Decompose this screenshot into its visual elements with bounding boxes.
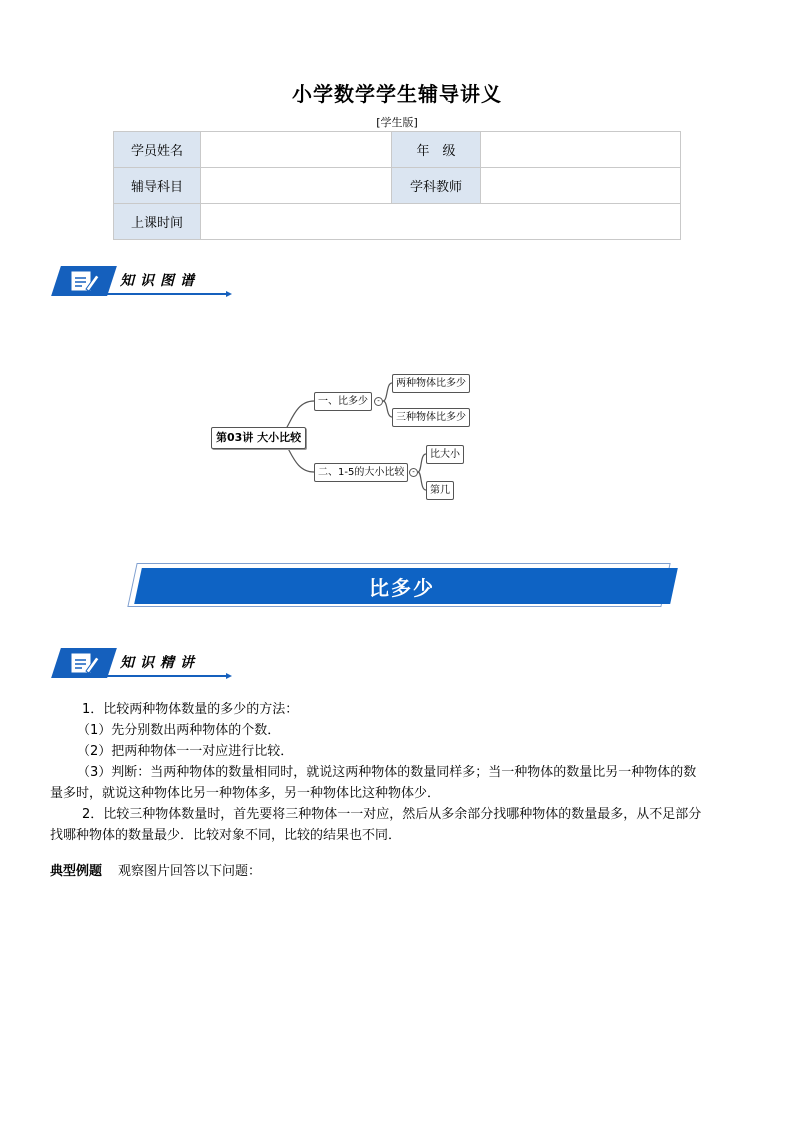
page-title: 小学数学学生辅导讲义 xyxy=(292,82,502,106)
mindmap-root[interactable]: 第03讲 大小比较 xyxy=(211,427,306,449)
mindmap-leaf-two-objects[interactable]: 两种物体比多少 xyxy=(392,374,470,393)
mindmap-branch-compare-more[interactable]: 一、比多少 xyxy=(314,392,372,411)
mindmap-leaf-ordinal[interactable]: 第几 xyxy=(426,481,454,500)
mindmap-leaf-three-objects[interactable]: 三种物体比多少 xyxy=(392,408,470,427)
section-underline-arrow xyxy=(226,673,232,679)
example-label: 典型例题 xyxy=(50,864,103,879)
paragraph-three-objects-line1: 2．比较三种物体数量时，首先要将三种物体一一对应，然后从多余部分找哪种物体的数量最多，从不足部分 xyxy=(82,807,702,822)
example-prompt: 观察图片回答以下问题： xyxy=(118,864,262,879)
page-subtitle: [学生版] xyxy=(376,116,418,129)
class-time-label: 上课时间 xyxy=(114,204,201,240)
section-label: 知识精讲 xyxy=(120,655,200,671)
paragraph-three-objects-line2: 找哪种物体的数量最少．比较对象不同，比较的结果也不同． xyxy=(50,828,402,843)
collapse-toggle-icon[interactable]: - xyxy=(409,468,418,477)
collapse-toggle-icon[interactable]: - xyxy=(374,397,383,406)
mindmap-branch-1-5-compare[interactable]: 二、1-5的大小比较 xyxy=(314,463,408,482)
subject-label: 辅导科目 xyxy=(114,168,201,204)
paragraph-step-3-line1: （3）判断：当两种物体的数量相同时，就说这两种物体的数量同样多；当一种物体的数量比另一种物体的数 xyxy=(77,765,697,780)
banner-title: 比多少 xyxy=(369,576,435,600)
notepad-pencil-icon xyxy=(68,651,102,675)
paragraph-method-title: 1．比较两种物体数量的多少的方法： xyxy=(82,702,299,717)
paragraph-step-3-line2: 量多时，就说这种物体比另一种物体多，另一种物体比这种物体少． xyxy=(50,786,441,801)
teacher-label: 学科教师 xyxy=(392,168,481,204)
section-label: 知识图谱 xyxy=(120,273,200,289)
paragraph-step-1: （1）先分别数出两种物体的个数． xyxy=(77,723,281,738)
grade-label: 年 级 xyxy=(392,132,481,168)
topic-banner xyxy=(122,563,672,607)
paragraph-step-2: （2）把两种物体一一对应进行比较． xyxy=(77,744,294,759)
section-underline xyxy=(68,675,230,677)
student-name-label: 学员姓名 xyxy=(114,132,201,168)
section-header-knowledge-detail xyxy=(50,648,232,682)
mindmap-leaf-compare-size[interactable]: 比大小 xyxy=(426,445,464,464)
